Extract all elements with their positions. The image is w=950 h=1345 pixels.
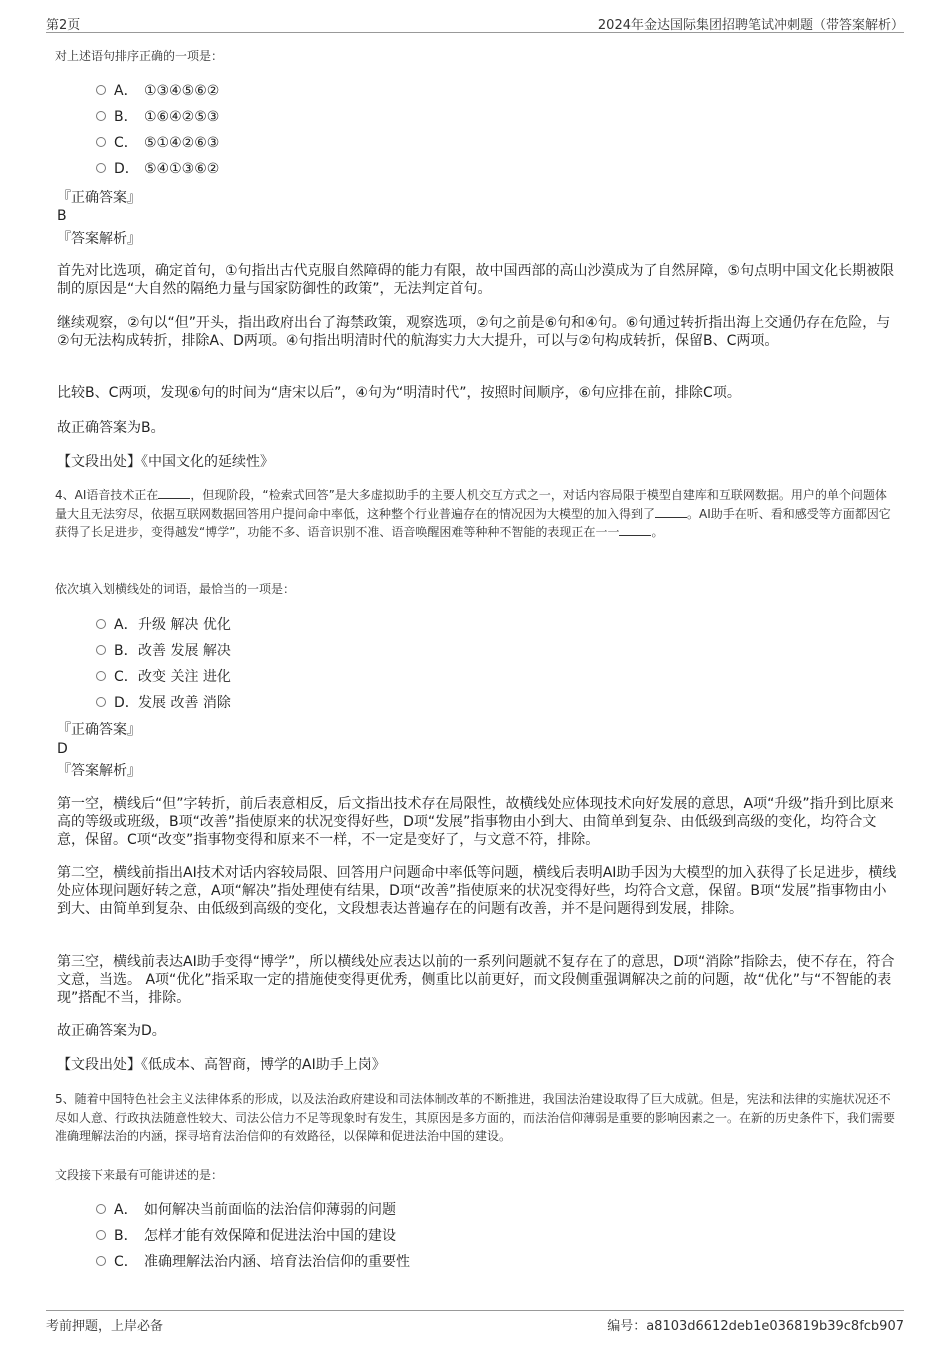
q4-stem: 4、AI语音技术正在 ，但现阶段，“检索式回答”是大多虚拟助手的主要人机交互方式之一，对话内容局限于模型自建库和互联网数据。用户的单个问题体量大且无法穷尽，依据互联网数据回答用户提问命中率低，这种整个行业普遍存在的情况因为大模型的加入得到了 。AI助手在听、看和感受等方面都因它获得了长足进步，变得越发“博学”，功能不多、语音识别不准、语音唤醒困难等种种不智能的表现正在一一 。: [55, 488, 891, 539]
radio-icon[interactable]: [96, 1230, 106, 1240]
q4-analysis-para: 第一空，横线后“但”字转折，前后表意相反，后文指出技术存在局限性，故横线处应体现技术向好发展的意思，A项“升级”指升到比原来高的等级或班级，B项“改善”指使原来的状况变得好些，D项“发展”指事物由小到大、由简单到复杂、由低级到高级的变化，均符合文意，保留。C项“改变”指事物变得和原来不一样，不一定是变好了，与文意不符，排除。: [57, 796, 894, 848]
q4-answer-label: 『正确答案』: [57, 722, 141, 738]
q3-option-b[interactable]: B． ①⑥④②⑤③: [96, 106, 219, 128]
q5-option-b[interactable]: B． 怎样才能有效保障和促进法治中国的建设: [96, 1225, 396, 1247]
q3-analysis-para: 比较B、C两项，发现⑥句的时间为“唐宋以后”，④句为“明清时代”，按照时间顺序，⑥句应排在前，排除C项。: [57, 385, 741, 401]
q4-option-c[interactable]: C．改变 关注 进化: [96, 666, 231, 688]
footer-slogan: 考前押题，上岸必备: [46, 1319, 164, 1334]
q3-analysis-para: 继续观察，②句以“但”开头，指出政府出台了海禁政策，观察选项，②句之前是⑥句和④句。⑥句通过转折指出海上交通仍存在危险，与②句无法构成转折，排除A、D两项。④句指出明清时代的航海实力大大提升，可以与②句构成转折，保留B、C两项。: [57, 315, 891, 349]
q4-option-a[interactable]: A．升级 解决 优化: [96, 614, 231, 636]
q3-option-a[interactable]: A． ①③④⑤⑥②: [96, 80, 219, 102]
radio-icon[interactable]: [96, 1204, 106, 1214]
radio-icon[interactable]: [96, 671, 106, 681]
radio-icon[interactable]: [96, 163, 106, 173]
q4-source: 【文段出处】《低成本、高智商，博学的AI助手上岗》: [57, 1057, 386, 1073]
radio-icon[interactable]: [96, 619, 106, 629]
q3-answer-label: 『正确答案』: [57, 190, 141, 206]
q5-stem: 5、随着中国特色社会主义法律体系的形成，以及法治政府建设和司法体制改革的不断推进，我国法治建设取得了巨大成就。但是，宪法和法律的实施状况还不尽如人意、行政执法随意性较大、司法公信力不足等现象时有发生，其原因是多方面的，而法治信仰薄弱是重要的影响因素之一。在新的历史条件下，我们需要准确理解法治的内涵，探寻培育法治信仰的有效路径，以保障和促进法治中国的建设。: [55, 1092, 896, 1143]
q3-analysis-para: 故正确答案为B。: [57, 420, 165, 436]
q3-prompt: 对上述语句排序正确的一项是：: [55, 49, 224, 63]
q4-option-d[interactable]: D．发展 改善 消除: [96, 692, 231, 714]
q4-answer: D: [57, 741, 68, 757]
q3-analysis-label: 『答案解析』: [57, 231, 141, 247]
q3-source: 【文段出处】《中国文化的延续性》: [57, 454, 274, 470]
page-number: 第2页: [46, 18, 81, 33]
q5-option-c[interactable]: C． 准确理解法治内涵、培育法治信仰的重要性: [96, 1251, 410, 1273]
document-title: 2024年金达国际集团招聘笔试冲刺题（带答案解析）: [597, 18, 904, 33]
q4-analysis-para: 第二空，横线前指出AI技术对话内容较局限、回答用户问题命中率低等问题，横线后表明AI助手因为大模型的加入获得了长足进步，横线处应体现问题好转之意，A项“解决”指处理使有结果，D项“改善”指使原来的状况变得好些，均符合文意，保留。B项“发展”指事物由小到大、由简单到复杂、由低级到高级的变化，文段想表达普遍存在的问题有改善，并不是问题得到发展，排除。: [57, 865, 897, 917]
q3-option-c[interactable]: C． ⑤①④②⑥③: [96, 132, 219, 154]
radio-icon[interactable]: [96, 697, 106, 707]
radio-icon[interactable]: [96, 645, 106, 655]
q4-analysis-para: 故正确答案为D。: [57, 1023, 166, 1039]
q5-option-a[interactable]: A． 如何解决当前面临的法治信仰薄弱的问题: [96, 1199, 396, 1221]
blank-line: [655, 505, 687, 518]
q4-analysis-para: 第三空，横线前表达AI助手变得“博学”，所以横线处应表达以前的一系列问题就不复存在了的意思，D项“消除”指除去，使不存在，符合文意，当选。 A项“优化”指采取一定的措施使变得更优秀，侧重比以前更好，而文段侧重强调解决之前的问题，故“优化”与“不智能的表现”搭配不当，排除。: [57, 954, 895, 1006]
blank-line: [619, 523, 651, 536]
blank-line: [158, 486, 190, 499]
q4-option-b[interactable]: B．改善 发展 解决: [96, 640, 231, 662]
page-footer: [46, 1310, 904, 1335]
q4-analysis-label: 『答案解析』: [57, 763, 141, 779]
radio-icon[interactable]: [96, 1256, 106, 1266]
q3-analysis-para: 首先对比选项，确定首句，①句指出古代克服自然障碍的能力有限，故中国西部的高山沙漠成为了自然屏障，⑤句点明中国文化长期被限制的原因是“大自然的隔绝力量与国家防御性的政策”，无法判定首句。: [57, 263, 895, 297]
page-header: [46, 12, 904, 33]
radio-icon[interactable]: [96, 111, 106, 121]
radio-icon[interactable]: [96, 85, 106, 95]
q3-option-d[interactable]: D． ⑤④①③⑥②: [96, 158, 219, 180]
q3-answer: B: [57, 208, 67, 224]
q5-prompt: 文段接下来最有可能讲述的是：: [55, 1168, 224, 1182]
document-id: 编号：a8103d6612deb1e036819b39c8fcb907: [607, 1319, 904, 1334]
radio-icon[interactable]: [96, 137, 106, 147]
q4-prompt: 依次填入划横线处的词语，最恰当的一项是：: [55, 582, 296, 596]
